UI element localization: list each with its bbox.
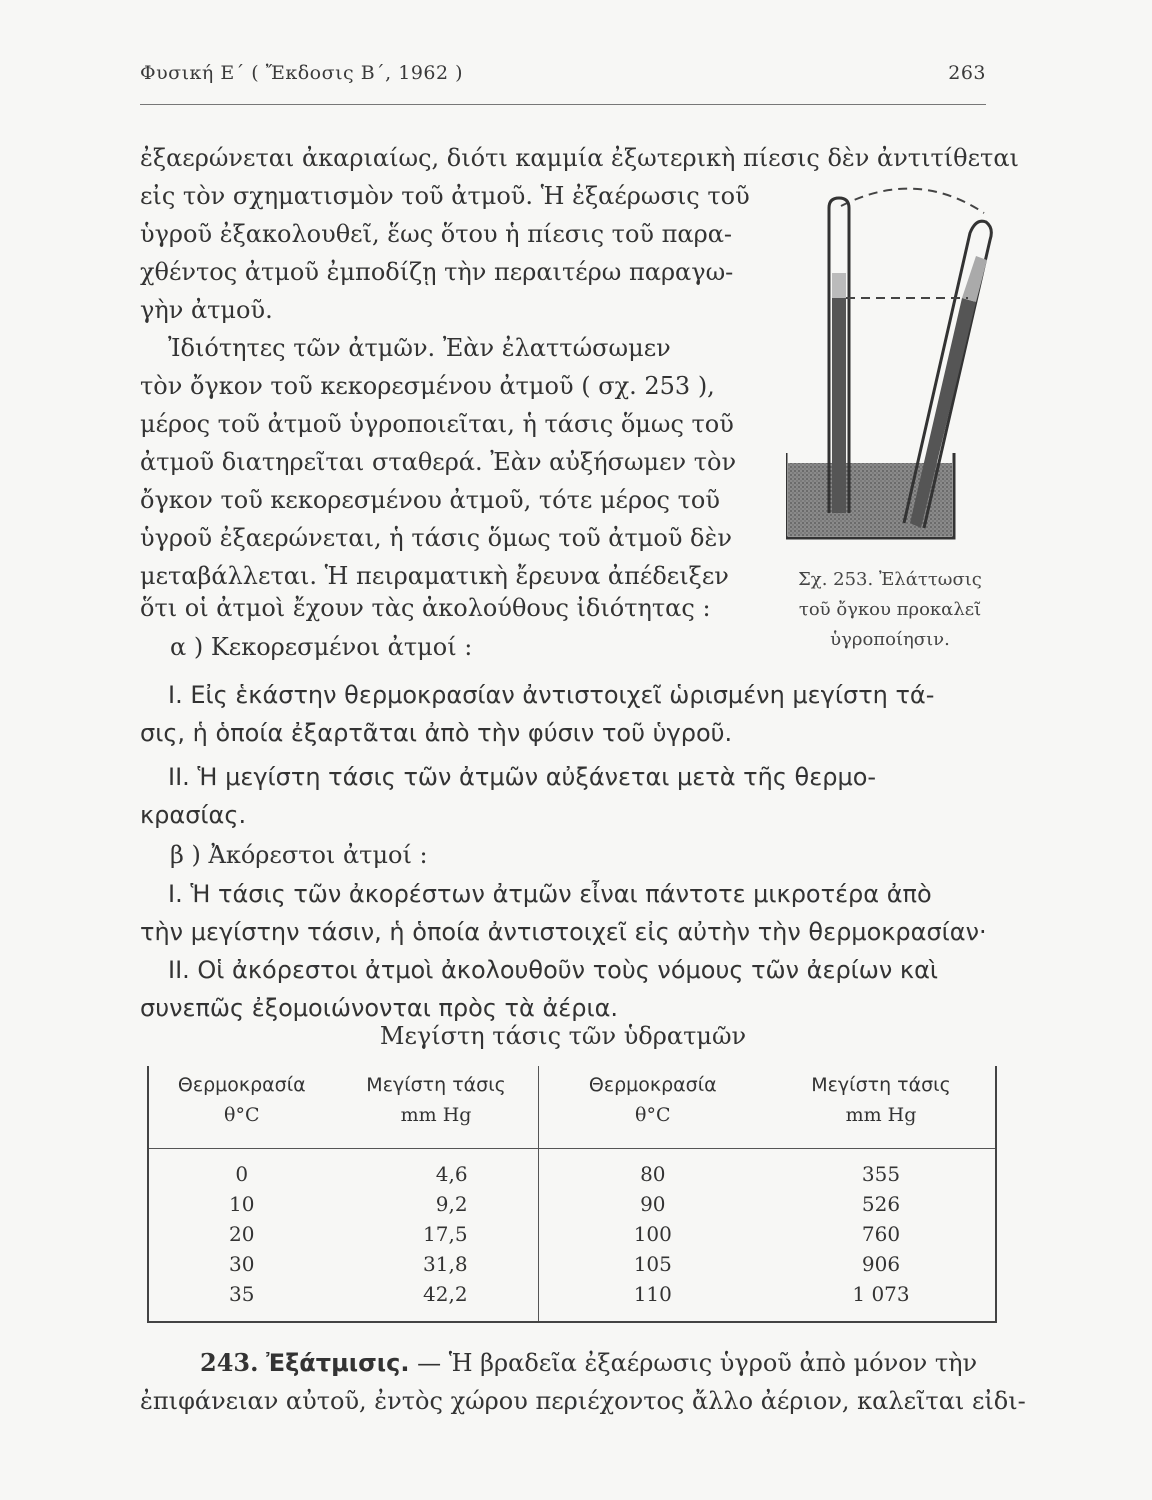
text-line: σις, ἡ ὁποία ἐξαρτᾶται ἀπὸ τὴν φύσιν τοῦ ὑγροῦ.	[140, 719, 733, 747]
table-row	[148, 1249, 996, 1279]
cell-pressure: 526	[767, 1189, 996, 1219]
cell-temp: 90	[538, 1189, 767, 1219]
cell-pressure: 355	[767, 1149, 996, 1190]
cell-pressure: 31,8	[423, 1252, 468, 1276]
table-row	[148, 1219, 996, 1249]
table-row	[148, 1279, 996, 1322]
text-line: II. Ἡ μεγίστη τάσις τῶν ἀτμῶν αὐξάνεται μετὰ τῆς θερμο-	[168, 763, 877, 791]
text-line: συνεπῶς ἐξομοιώνονται πρὸς τὰ ἀέρια.	[140, 994, 619, 1022]
text-line: κρασίας.	[140, 801, 247, 829]
page-number: 263	[948, 62, 986, 84]
cell-temp: 30	[148, 1249, 335, 1279]
running-header	[140, 62, 986, 84]
text-line: I. Ἡ τάσις τῶν ἀκορέστων ἀτμῶν εἶναι πάντοτε μικροτέρα ἀπὸ	[168, 880, 932, 908]
list-heading: α ) Κεκορεσμένοι ἀτμοί :	[170, 633, 473, 661]
text-line: τὴν μεγίστην τάσιν, ἡ ὁποία ἀντιστοιχεῖ εἰς αὐτὴν τὴν θερμοκρασίαν·	[140, 918, 987, 946]
cell-temp: 35	[148, 1279, 335, 1322]
figure-caption: ὑγροποίησιν.	[830, 629, 950, 650]
text-line: χθέντος ἀτμοῦ ἐμποδίζῃ τὴν περαιτέρω παραγω-	[140, 258, 734, 286]
cell-pressure: 4,6	[435, 1162, 468, 1186]
subheading-line: Ἰδιότητες τῶν ἀτμῶν. Ἐὰν ἐλαττώσωμεν	[168, 334, 671, 362]
cell-temp: 20	[148, 1219, 335, 1249]
cell-temp: 105	[538, 1249, 767, 1279]
text-line: ἐξαερώνεται ἀκαριαίως, διότι καμμία ἐξωτερικὴ πίεσις δὲν ἀντιτίθεται	[140, 144, 1019, 172]
cell-pressure: 906	[767, 1249, 996, 1279]
cell-temp: 110	[538, 1279, 767, 1322]
figure-253-diagram	[786, 178, 996, 568]
text-line: γὴν ἀτμοῦ.	[140, 296, 273, 324]
cell-pressure: 42,2	[335, 1279, 539, 1322]
text-line: ὅτι οἱ ἀτμοὶ ἔχουν τὰς ἀκολούθους ἰδιότητας :	[140, 594, 711, 622]
table-row	[148, 1189, 996, 1219]
header-rule	[140, 104, 986, 105]
header-temperature: Θερμοκρασία θ°C	[538, 1066, 767, 1149]
text-line: ὄγκον τοῦ κεκορεσμένου ἀτμοῦ, τότε μέρος τοῦ	[140, 486, 720, 514]
section-title: Ἐξάτμισις.	[266, 1349, 410, 1377]
cell-temp: 0	[148, 1149, 335, 1190]
header-pressure: Μεγίστη τάσις mm Hg	[335, 1066, 539, 1149]
text-line: II. Οἱ ἀκόρεστοι ἀτμοὶ ἀκολουθοῦν τοὺς νόμους τῶν ἀερίων καὶ	[168, 956, 939, 984]
text-line: ὑγροῦ ἐξαερώνεται, ἡ τάσις ὅμως τοῦ ἀτμοῦ δὲν	[140, 524, 732, 552]
header-pressure: Μεγίστη τάσις mm Hg	[767, 1066, 996, 1149]
section-text: — Ἡ βραδεῖα ἐξαέρωσις ὑγροῦ ἀπὸ μόνον τὴν	[409, 1349, 978, 1377]
text-line: I. Εἰς ἑκάστην θερμοκρασίαν ἀντιστοιχεῖ ὡρισμένη μεγίστη τά-	[168, 681, 935, 709]
text-line: ὑγροῦ ἐξακολουθεῖ, ἕως ὅτου ἡ πίεσις τοῦ παρα-	[140, 220, 733, 248]
text-line: μεταβάλλεται. Ἡ πειραματικὴ ἔρευνα ἀπέδειξεν	[140, 562, 729, 590]
text-line: μέρος τοῦ ἀτμοῦ ὑγροποιεῖται, ἡ τάσις ὅμως τοῦ	[140, 410, 734, 438]
figure-caption: Σχ. 253. Ἐλάττωσις	[798, 569, 982, 590]
cell-temp: 80	[538, 1149, 767, 1190]
text-line: ἀτμοῦ διατηρεῖται σταθερά. Ἐὰν αὐξήσωμεν τὸν	[140, 448, 737, 476]
running-title: Φυσική Ε΄ ( Ἔκδοσις Β΄, 1962 )	[140, 62, 464, 84]
header-temperature: Θερμοκρασία θ°C	[148, 1066, 335, 1149]
figure-caption: τοῦ ὄγκου προκαλεῖ	[798, 599, 982, 620]
text-line: εἰς τὸν σχηματισμὸν τοῦ ἀτμοῦ. Ἡ ἐξαέρωσις τοῦ	[140, 182, 750, 210]
section-heading-line	[200, 1346, 986, 1380]
vapor-pressure-table	[147, 1066, 997, 1323]
cell-temp: 100	[538, 1219, 767, 1249]
section-number: 243.	[200, 1348, 259, 1377]
cell-temp: 10	[148, 1189, 335, 1219]
table-header-row	[148, 1066, 996, 1149]
cell-pressure: 1 073	[767, 1279, 996, 1322]
text-line: ἐπιφάνειαν αὐτοῦ, ἐντὸς χώρου περιέχοντος ἄλλο ἀέριον, καλεῖται εἰδι-	[140, 1387, 1026, 1415]
table-title: Μεγίστη τάσις τῶν ὑδρατμῶν	[379, 1022, 747, 1050]
list-heading: β ) Ἀκόρεστοι ἀτμοί :	[170, 841, 428, 869]
text-line: τὸν ὄγκον τοῦ κεκορεσμένου ἀτμοῦ ( σχ. 253 ),	[140, 372, 715, 400]
cell-pressure: 9,2	[435, 1192, 468, 1216]
cell-pressure: 17,5	[423, 1222, 468, 1246]
table-row	[148, 1149, 996, 1190]
cell-pressure: 760	[767, 1219, 996, 1249]
